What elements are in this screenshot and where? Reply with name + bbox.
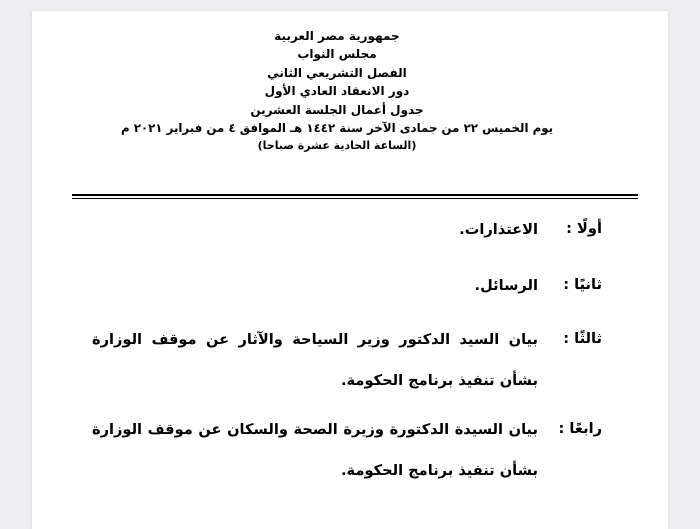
agenda-item-text: الاعتذارات. <box>459 221 538 238</box>
header-legislative-term: الفصل التشريعي الثاني <box>267 65 407 80</box>
header-institution: مجلس النواب <box>297 47 377 62</box>
header-session-round: دور الانعقاد العادي الأول <box>264 84 410 99</box>
agenda-list <box>92 220 602 490</box>
agenda-item-text: الرسائل. <box>474 277 538 294</box>
agenda-item-number: أولًا : <box>566 220 602 237</box>
agenda-item-text: بيان السيد الدكتور وزير السياحة والآثار عن موقف الوزارة <box>92 331 538 348</box>
header-divider-thin <box>72 198 638 199</box>
agenda-item-text-continued: بشأن تنفيذ برنامج الحكومة. <box>341 462 538 479</box>
document-header <box>92 27 582 156</box>
agenda-item-number: رابعًا : <box>558 420 602 437</box>
document-page <box>32 11 668 529</box>
header-country: جمهورية مصر العربية <box>274 29 400 43</box>
agenda-item-1 <box>92 220 602 276</box>
agenda-item-3 <box>92 330 602 420</box>
agenda-item-2 <box>92 276 602 330</box>
header-date: يوم الخميس ٢٢ من جمادى الآخر سنة ١٤٤٢ هـ الموافق ٤ من فبراير ٢٠٢١ م <box>120 120 554 135</box>
agenda-item-text: بيان السيدة الدكتورة وزيرة الصحة والسكان عن موقف الوزارة <box>92 421 538 438</box>
agenda-item-number: ثانيًا : <box>563 276 602 293</box>
agenda-item-number: ثالثًا : <box>563 330 602 347</box>
header-divider-thick <box>72 194 638 196</box>
agenda-item-text-continued: بشأن تنفيذ برنامج الحكومة. <box>341 372 538 389</box>
header-agenda-title: جدول أعمال الجلسة العشرين <box>250 102 424 117</box>
header-time: (الساعة الحادية عشرة صباحا) <box>257 139 417 153</box>
agenda-item-4 <box>92 420 602 490</box>
